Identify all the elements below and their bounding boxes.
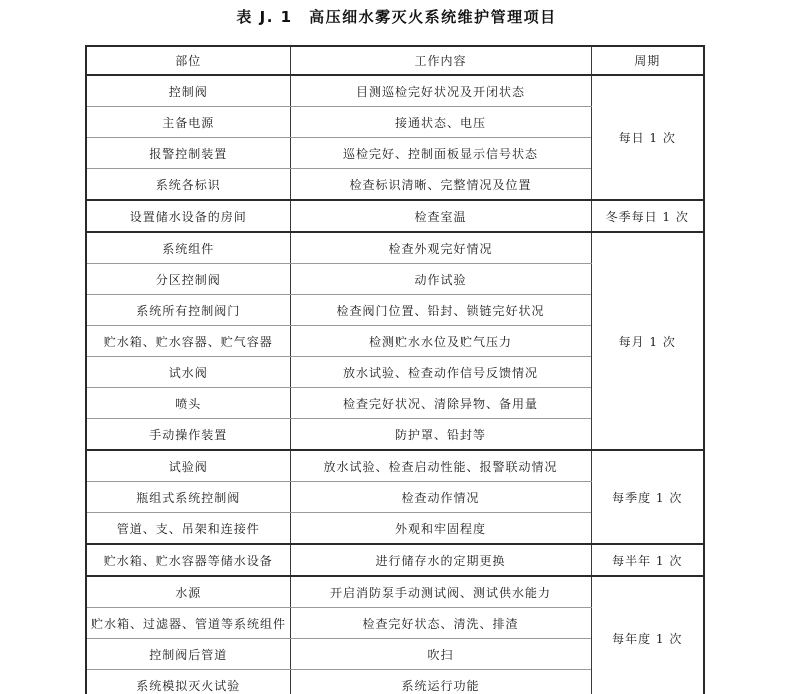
work-cell: 检查完好状态、清洗、排渣 bbox=[290, 608, 591, 639]
column-header-work: 工作内容 bbox=[290, 46, 591, 75]
part-cell: 手动操作装置 bbox=[86, 419, 290, 451]
part-cell: 控制阀后管道 bbox=[86, 639, 290, 670]
table-row bbox=[86, 200, 704, 232]
part-cell: 贮水箱、贮水容器等储水设备 bbox=[86, 544, 290, 576]
work-cell: 进行储存水的定期更换 bbox=[290, 544, 591, 576]
work-cell: 检查阀门位置、铅封、锁链完好状况 bbox=[290, 295, 591, 326]
part-cell: 系统各标识 bbox=[86, 169, 290, 201]
work-cell: 防护罩、铅封等 bbox=[290, 419, 591, 451]
work-cell: 检查室温 bbox=[290, 200, 591, 232]
part-cell: 系统组件 bbox=[86, 232, 290, 264]
part-cell: 试水阀 bbox=[86, 357, 290, 388]
part-cell: 试验阀 bbox=[86, 450, 290, 482]
period-cell: 每月 1 次 bbox=[591, 232, 704, 450]
period-cell: 冬季每日 1 次 bbox=[591, 200, 704, 232]
work-cell: 开启消防泵手动测试阀、测试供水能力 bbox=[290, 576, 591, 608]
part-cell: 喷头 bbox=[86, 388, 290, 419]
part-cell: 分区控制阀 bbox=[86, 264, 290, 295]
work-cell: 检测贮水水位及贮气压力 bbox=[290, 326, 591, 357]
column-header-period: 周期 bbox=[591, 46, 704, 75]
table-row bbox=[86, 232, 704, 264]
part-cell: 系统模拟灭火试验 bbox=[86, 670, 290, 694]
maintenance-table bbox=[85, 45, 705, 694]
part-cell: 贮水箱、过滤器、管道等系统组件 bbox=[86, 608, 290, 639]
part-cell: 主备电源 bbox=[86, 107, 290, 138]
work-cell: 放水试验、检查动作信号反馈情况 bbox=[290, 357, 591, 388]
work-cell: 检查完好状况、清除异物、备用量 bbox=[290, 388, 591, 419]
table-header-row bbox=[86, 46, 704, 75]
work-cell: 吹扫 bbox=[290, 639, 591, 670]
table-row bbox=[86, 75, 704, 107]
page-title: 表 J. 1 高压细水雾灭火系统维护管理项目 bbox=[236, 8, 557, 26]
period-cell: 每日 1 次 bbox=[591, 75, 704, 200]
work-cell: 放水试验、检查启动性能、报警联动情况 bbox=[290, 450, 591, 482]
period-cell: 每半年 1 次 bbox=[591, 544, 704, 576]
table-row bbox=[86, 544, 704, 576]
part-cell: 报警控制装置 bbox=[86, 138, 290, 169]
work-cell: 动作试验 bbox=[290, 264, 591, 295]
part-cell: 瓶组式系统控制阀 bbox=[86, 482, 290, 513]
work-cell: 外观和牢固程度 bbox=[290, 513, 591, 545]
period-cell: 每季度 1 次 bbox=[591, 450, 704, 544]
column-header-part: 部位 bbox=[86, 46, 290, 75]
period-cell: 每年度 1 次 bbox=[591, 576, 704, 694]
work-cell: 巡检完好、控制面板显示信号状态 bbox=[290, 138, 591, 169]
part-cell: 贮水箱、贮水容器、贮气容器 bbox=[86, 326, 290, 357]
work-cell: 检查动作情况 bbox=[290, 482, 591, 513]
work-cell: 目测巡检完好状况及开闭状态 bbox=[290, 75, 591, 107]
work-cell: 系统运行功能 bbox=[290, 670, 591, 694]
work-cell: 接通状态、电压 bbox=[290, 107, 591, 138]
table-row bbox=[86, 576, 704, 608]
part-cell: 水源 bbox=[86, 576, 290, 608]
work-cell: 检查标识清晰、完整情况及位置 bbox=[290, 169, 591, 201]
part-cell: 管道、支、吊架和连接件 bbox=[86, 513, 290, 545]
work-cell: 检查外观完好情况 bbox=[290, 232, 591, 264]
table-row bbox=[86, 450, 704, 482]
part-cell: 设置储水设备的房间 bbox=[86, 200, 290, 232]
part-cell: 系统所有控制阀门 bbox=[86, 295, 290, 326]
part-cell: 控制阀 bbox=[86, 75, 290, 107]
